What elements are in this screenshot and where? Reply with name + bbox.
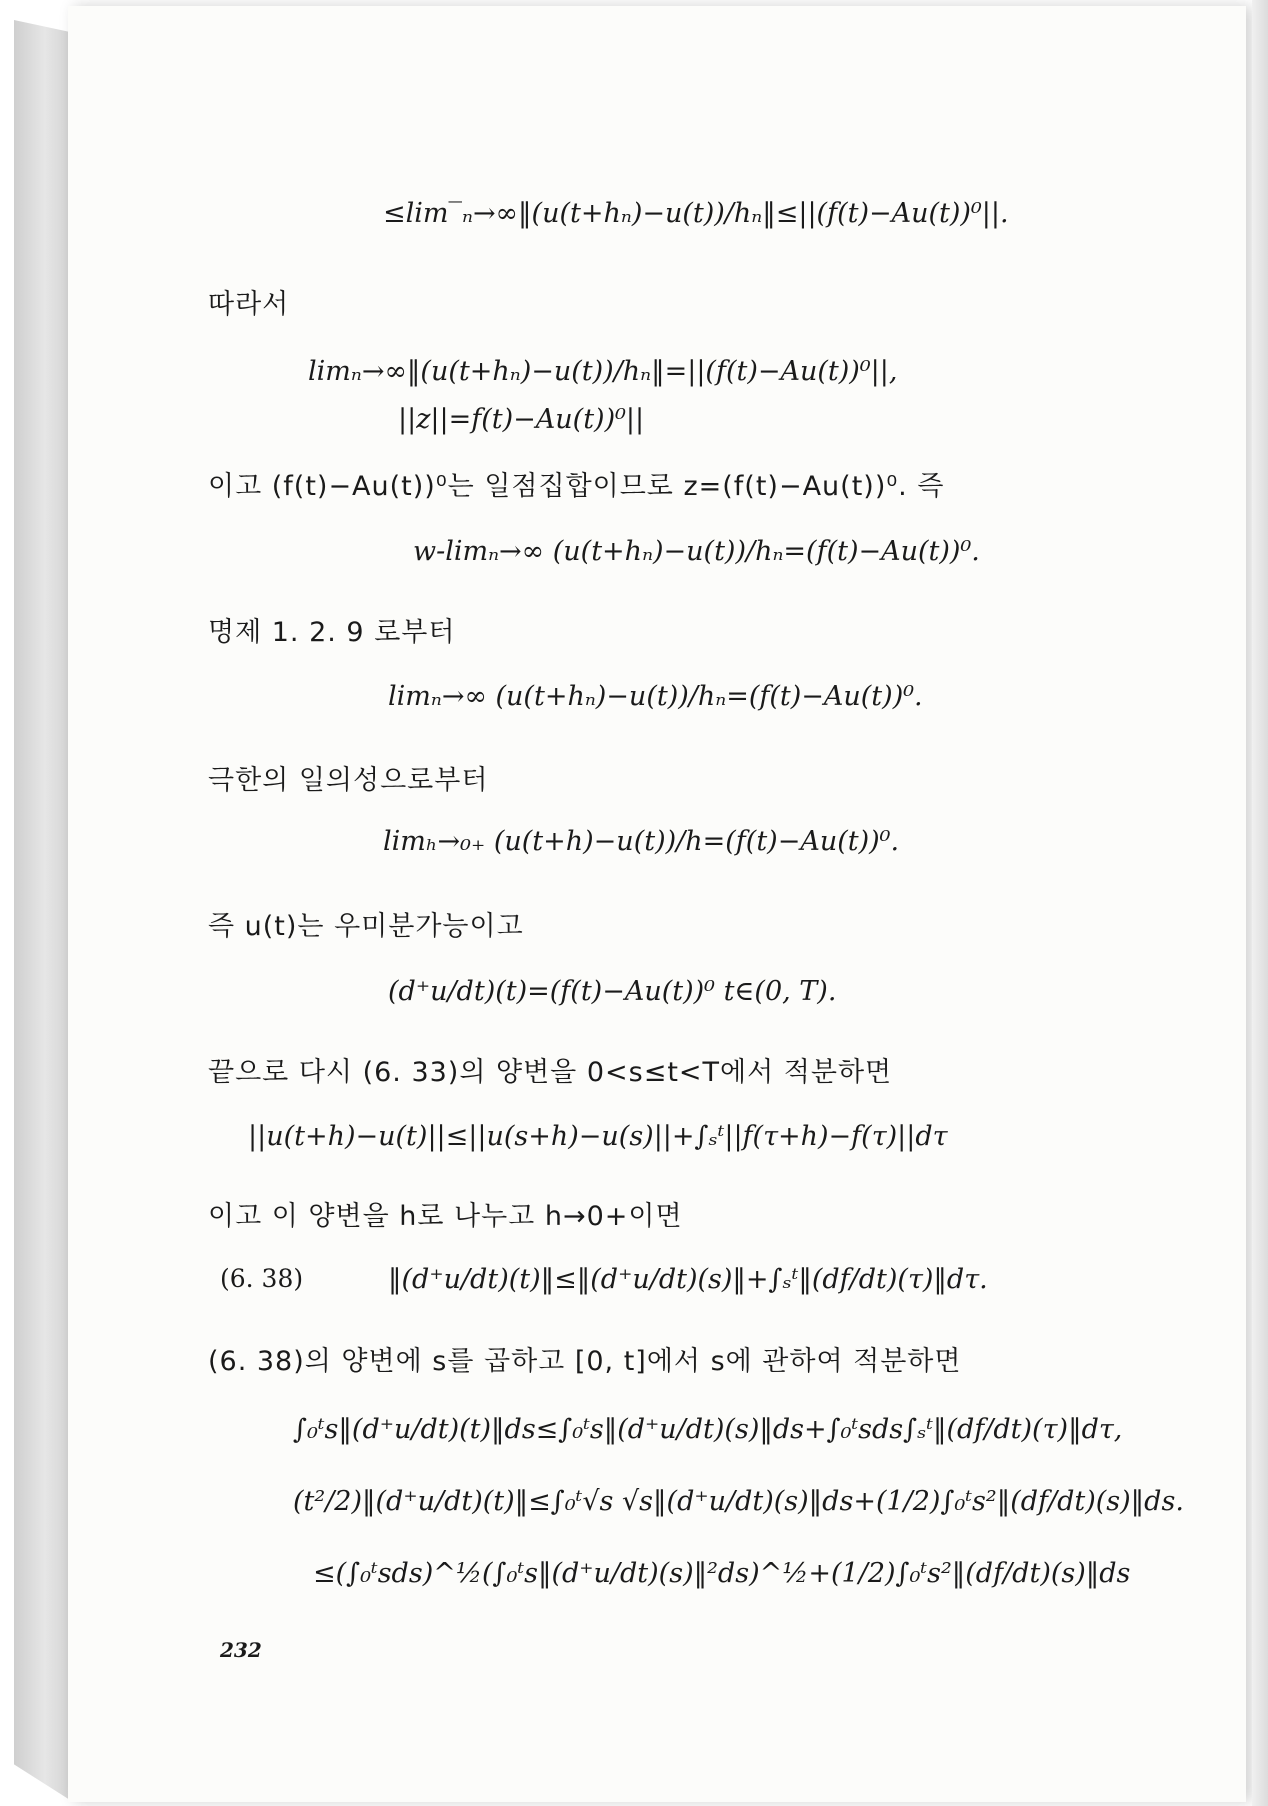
text-line-1: 따라서 [208, 289, 290, 320]
equation-line-7: (d⁺u/dt)(t)=(f(t)−Au(t))⁰ t∈(0, T). [388, 976, 837, 1007]
equation-line-1: ≤lim‾ₙ→∞‖(u(t+hₙ)−u(t))/hₙ‖≤||(f(t)−Au(t))⁰||. [383, 198, 1009, 229]
text-line-8: (6. 38)의 양변에 s를 곱하고 [0, t]에서 s에 관하여 적분하면 [208, 1346, 962, 1377]
page-number: 232 [220, 1638, 262, 1662]
equation-line-12: ≤(∫₀ᵗsds)^½(∫₀ᵗs‖(d⁺u/dt)(s)‖²ds)^½+(1/2)∫₀ᵗs²‖(df/dt)(s)‖ds [313, 1558, 1131, 1589]
book-spine [14, 20, 70, 1800]
text-line-5: 즉 u(t)는 우미분가능이고 [208, 911, 524, 942]
text-line-7: 이고 이 양변을 h로 나누고 h→0+이면 [208, 1201, 683, 1232]
equation-line-11: (t²/2)‖(d⁺u/dt)(t)‖≤∫₀ᵗ√s √s‖(d⁺u/dt)(s)‖ds+(1/2)∫₀ᵗs²‖(df/dt)(s)‖ds. [293, 1486, 1184, 1517]
equation-line-2: limₙ→∞‖(u(t+hₙ)−u(t))/hₙ‖=||(f(t)−Au(t))⁰||, [308, 356, 898, 387]
text-line-4: 극한의 일의성으로부터 [208, 765, 489, 796]
text-line-6: 끝으로 다시 (6. 33)의 양변을 0<s≤t<T에서 적분하면 [208, 1057, 893, 1088]
equation-line-5: limₙ→∞ (u(t+hₙ)−u(t))/hₙ=(f(t)−Au(t))⁰. [388, 681, 923, 712]
equation-line-4: w-limₙ→∞ (u(t+hₙ)−u(t))/hₙ=(f(t)−Au(t))⁰. [413, 536, 980, 567]
text-line-3: 명제 1. 2. 9 로부터 [208, 617, 456, 648]
page-edge [1252, 0, 1268, 1806]
equation-line-3: ||z||=f(t)−Au(t))⁰|| [398, 404, 645, 435]
page-content [68, 6, 1246, 1802]
equation-line-9: ‖(d⁺u/dt)(t)‖≤‖(d⁺u/dt)(s)‖+∫ₛᵗ‖(df/dt)(τ)‖dτ. [388, 1264, 988, 1295]
text-line-2: 이고 (f(t)−Au(t))⁰는 일점집합이므로 z=(f(t)−Au(t))⁰. 즉 [208, 471, 945, 502]
equation-label: (6. 38) [220, 1264, 304, 1293]
equation-line-8: ||u(t+h)−u(t)||≤||u(s+h)−u(s)||+∫ₛᵗ||f(τ+h)−f(τ)||dτ [248, 1121, 948, 1152]
book-page [68, 6, 1246, 1802]
equation-line-6: limₕ→₀₊ (u(t+h)−u(t))/h=(f(t)−Au(t))⁰. [383, 826, 900, 857]
equation-line-10: ∫₀ᵗs‖(d⁺u/dt)(t)‖ds≤∫₀ᵗs‖(d⁺u/dt)(s)‖ds+∫₀ᵗsds∫ₛᵗ‖(df/dt)(τ)‖dτ, [293, 1414, 1123, 1445]
